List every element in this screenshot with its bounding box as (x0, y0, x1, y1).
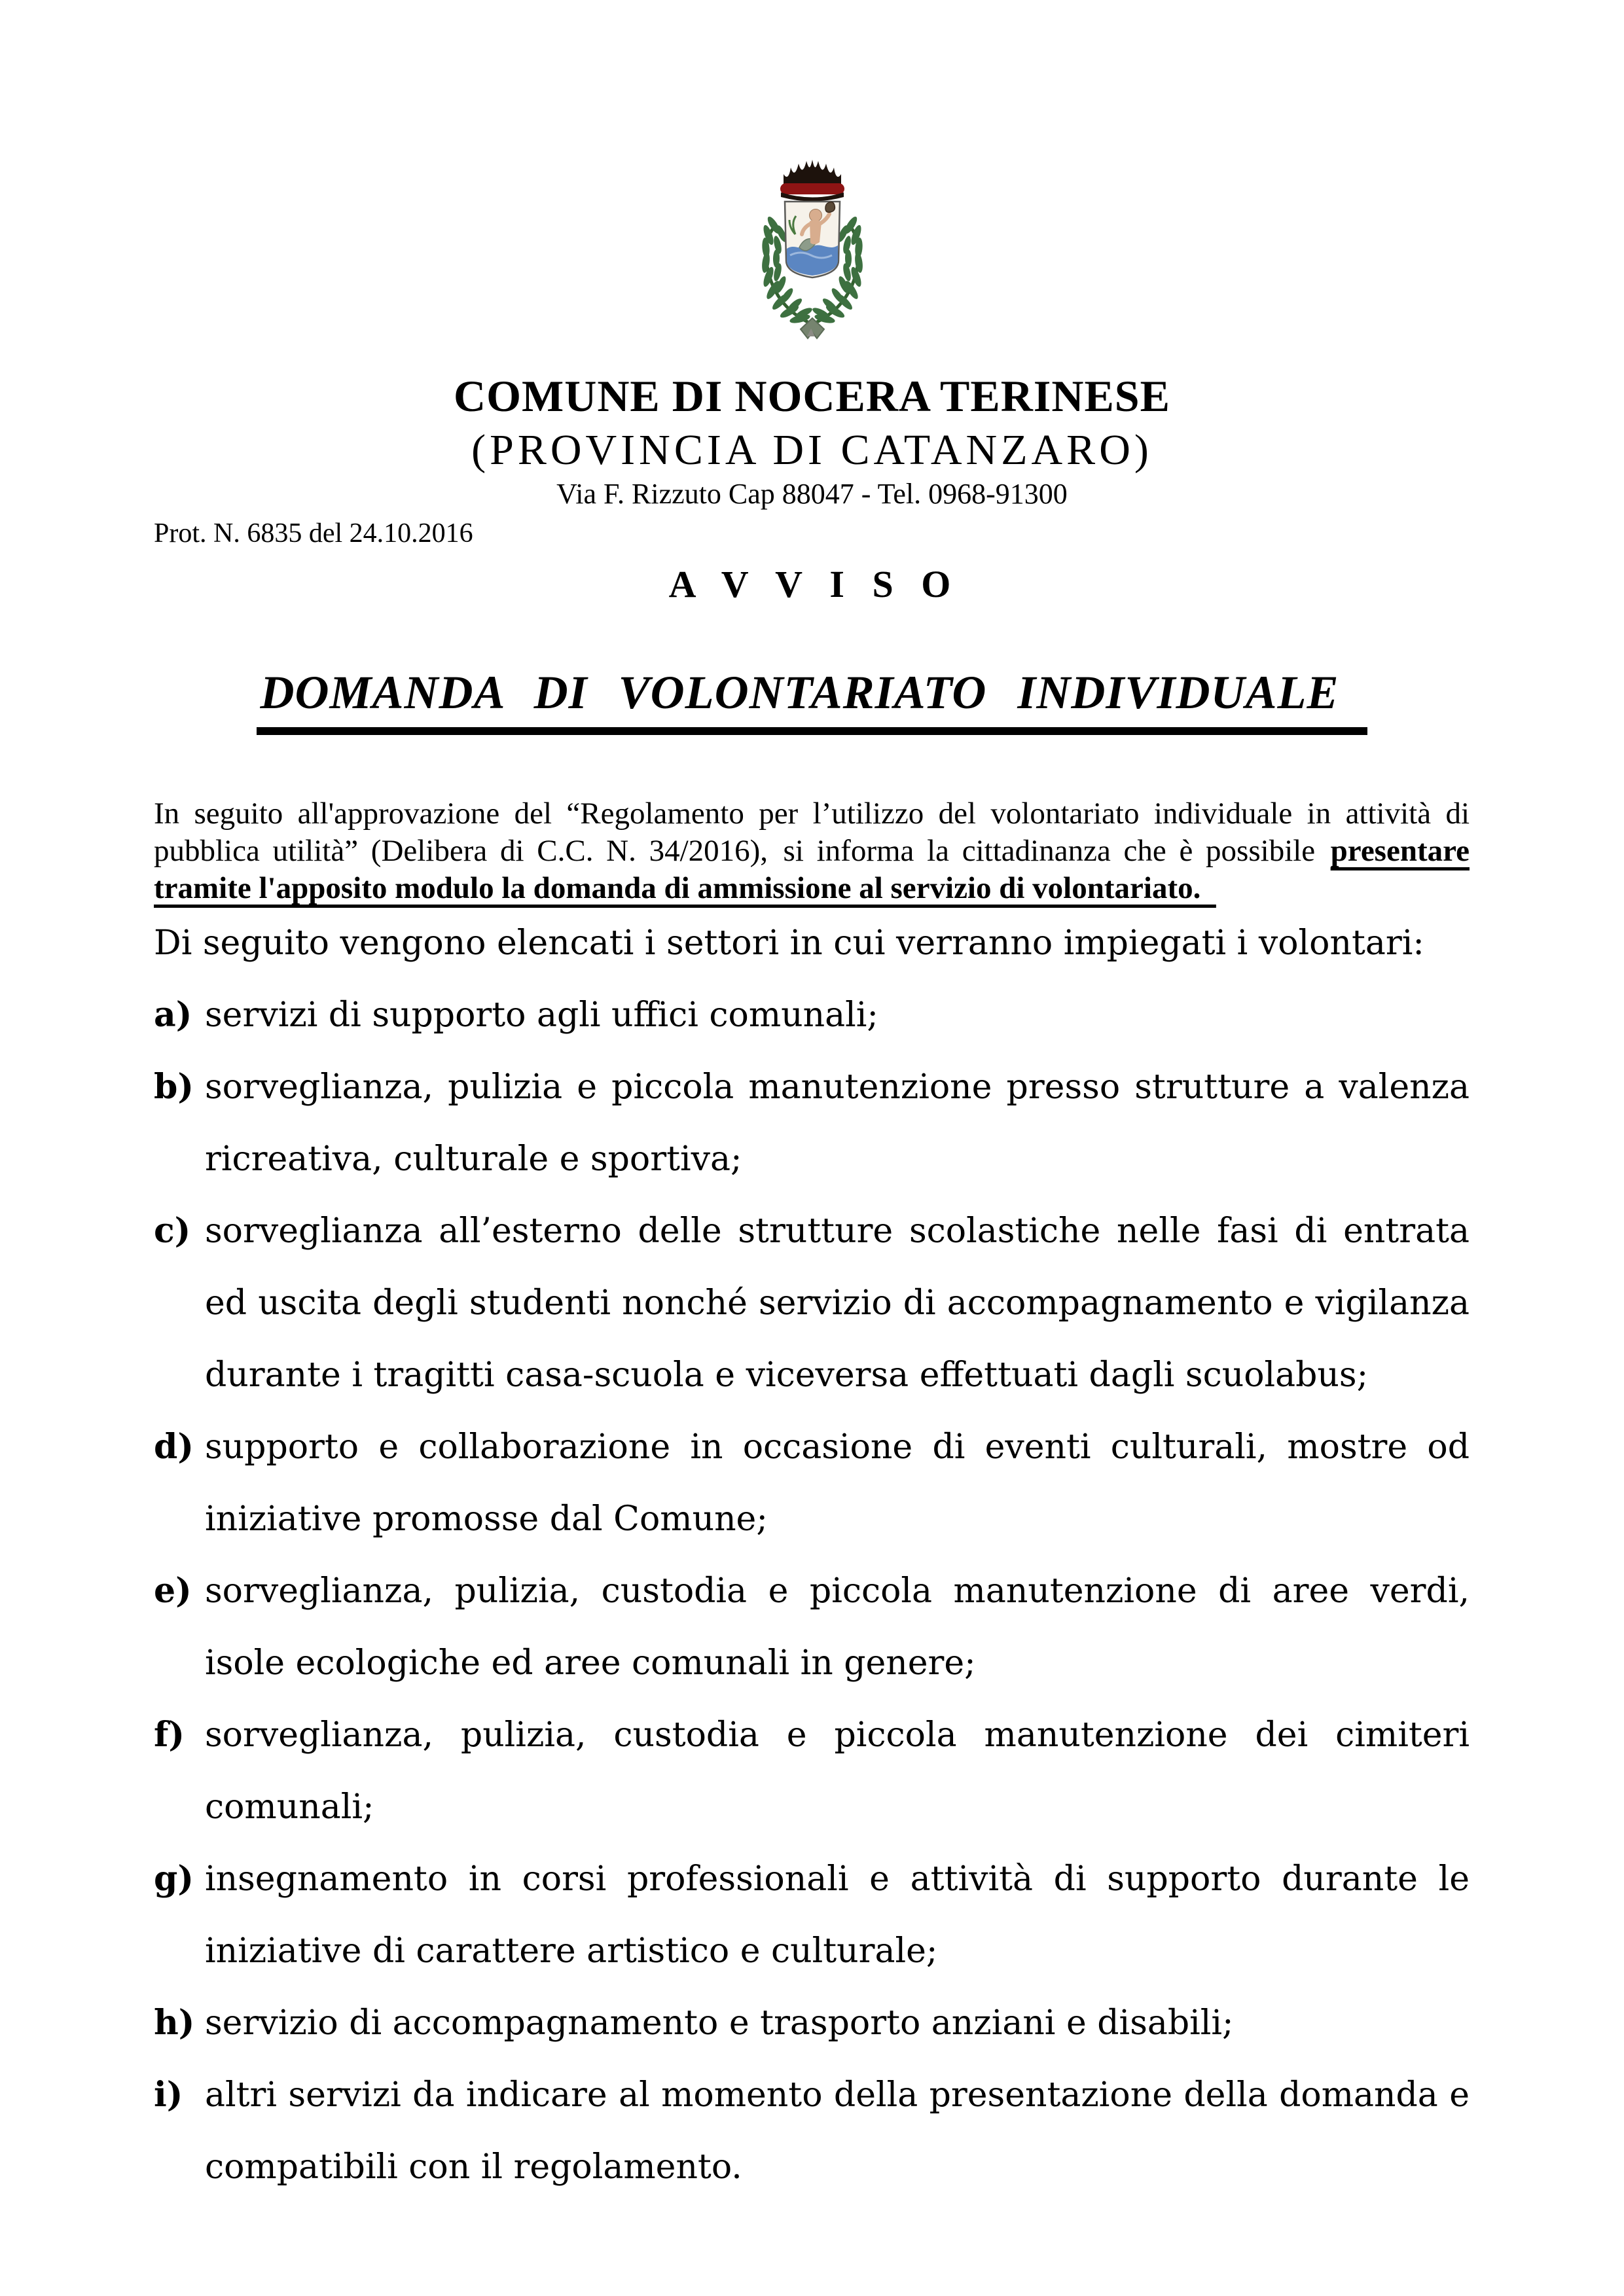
protocol-number: Prot. N. 6835 del 24.10.2016 (154, 518, 473, 548)
sector-list-item (154, 1699, 1470, 1843)
shield-icon (785, 202, 840, 278)
sector-list-item (154, 1051, 1470, 1195)
sector-text: sorveglianza, pulizia e piccola manutenzione presso strutture a valenza ricreativa, culturale e sportiva; (205, 1067, 1470, 1179)
sector-marker: d) (154, 1427, 194, 1467)
crown-icon (780, 160, 844, 202)
sector-marker: g) (154, 1859, 194, 1899)
sector-marker: a) (154, 995, 192, 1035)
sectors-list (154, 979, 1470, 2203)
sector-text: sorveglianza, pulizia, custodia e piccola manutenzione dei cimiteri comunali; (205, 1715, 1470, 1827)
sector-text: servizio di accompagnamento e trasporto anziani e disabili; (205, 2003, 1234, 2043)
sectors-list-heading: Di seguito vengono elencati i settori in cui verranno impiegati i volontari: (154, 924, 1424, 963)
sector-text: sorveglianza all’esterno delle strutture scolastiche nelle fasi di entrata ed uscita degli studenti nonché servizio di accompagnamento e vigilanza durante i tragitti casa-scuola e viceversa effettuati dagli scuolabus; (205, 1211, 1470, 1395)
province-name: (PROVINCIA DI CATANZARO) (471, 426, 1153, 474)
notice-label: A V V I S O (668, 563, 956, 605)
doc-title: DOMANDA DI VOLONTARIATO INDIVIDUALE (257, 664, 1368, 735)
sector-list-item (154, 1195, 1470, 1411)
sector-list-item (154, 1411, 1470, 1555)
sector-text: sorveglianza, pulizia, custodia e piccola manutenzione di aree verdi, isole ecologiche ed aree comunali in genere; (205, 1571, 1470, 1683)
address-line: Via F. Rizzuto Cap 88047 - Tel. 0968-91300 (556, 478, 1068, 510)
sector-text: insegnamento in corsi professionali e attività di supporto durante le iniziative di carattere artistico e culturale; (205, 1859, 1470, 1971)
intro-text-bold-underlined: presentare tramite l'apposito modulo la domanda di ammissione al servizio di volontariato. (154, 834, 1470, 905)
sector-marker: b) (154, 1067, 194, 1107)
sector-text: altri servizi da indicare al momento della presentazione della domanda e compatibili con il regolamento. (205, 2075, 1470, 2187)
sector-text: servizi di supporto agli uffici comunali; (205, 996, 878, 1035)
sector-marker: i) (154, 2075, 183, 2115)
sector-list-item (154, 979, 1470, 1051)
sector-list-item (154, 1987, 1470, 2059)
sector-marker: f) (154, 1715, 185, 1755)
sector-marker: c) (154, 1211, 191, 1251)
sector-list-item (154, 2059, 1470, 2203)
sector-marker: e) (154, 1571, 192, 1611)
intro-paragraph (154, 795, 1470, 907)
sector-list-item (154, 1843, 1470, 1987)
municipality-name: COMUNE DI NOCERA TERINESE (454, 371, 1170, 421)
crest-container (0, 0, 1624, 344)
lyre-icon (825, 202, 835, 213)
sector-list-item (154, 1555, 1470, 1699)
sector-marker: h) (154, 2003, 195, 2043)
municipal-crest-icon (743, 149, 882, 340)
sector-text: supporto e collaborazione in occasione di eventi culturali, mostre od iniziative promosse dal Comune; (205, 1427, 1470, 1539)
intro-text-normal: In seguito all'approvazione del “Regolamento per l’utilizzo del volontariato individuale in attività di pubblica utilità” (Delibera di C.C. N. 34/2016), si informa la cittadinanza che è possibile (154, 797, 1470, 868)
doc-title-container (0, 664, 1624, 735)
